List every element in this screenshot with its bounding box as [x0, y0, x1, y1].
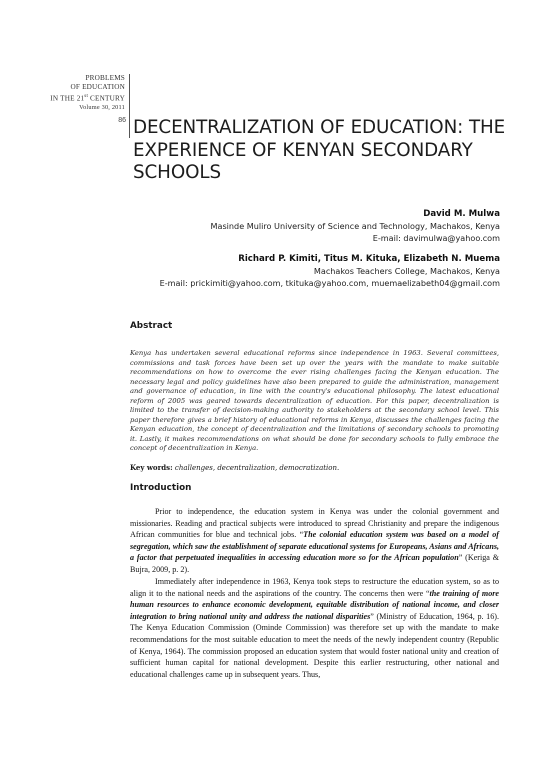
journal-name-line3: [5, 92, 125, 103]
author-email-first: E-mail: davimulwa@yahoo.com: [372, 233, 500, 243]
journal-header: [5, 74, 125, 112]
introduction-body: [130, 506, 499, 680]
p1-text-a: Prior to independence, the education system in Kenya was under the colonial government and missionaries. Reading and practical subjects were introduced to spread Christianity and prepare the indigenous African communities for blue and technical jobs. “: [130, 507, 499, 540]
keywords-label: Key words:: [130, 463, 173, 472]
p2-text-b: ” (Ministry of Education, 1964, p. 16). The Kenya Education Commission (Ominde Commission) was therefore set up with the mandate to make recommendations for the most suitable education to meet the needs of the newly independent country (Republic of Kenya, 1964). The commission proposed an education system that would foster national unity and creation of sufficient human capital for national development. Despite this earlier restructuring, other national and educational challenges came up in subsequent years. Thus,: [130, 611, 499, 679]
author-block: [60, 208, 500, 289]
journal-name-line2: OF EDUCATION: [70, 83, 125, 91]
p2-quote: the training of more human resources to enhance economic development, equitable distribution of national income, and closer integration to bring national unity and address the national disparities: [130, 588, 500, 621]
journal-line3-prefix: IN THE 21: [50, 94, 85, 103]
paragraph-1: [130, 506, 499, 576]
paper-title: DECENTRALIZATION OF EDUCATION: THE EXPERIENCE OF KENYAN SECONDARY SCHOOLS: [133, 117, 506, 183]
p1-text-b: ” (Keriga & Bujra, 2009, p. 2).: [130, 553, 499, 574]
paragraph-2: [130, 576, 499, 680]
p1-quote: The colonial education system was based on a model of segregation, which saw the establishment of separate educational systems for Europeans, Asians and Africans, a factor that perpetuated inequalities in accessing education more so for the African population: [130, 530, 499, 563]
journal-volume: Volume 30, 2011: [79, 104, 125, 112]
header-divider: [129, 74, 130, 138]
keywords: [130, 463, 499, 474]
author-name-first: David M. Mulwa: [423, 209, 500, 219]
page-number: 86: [118, 117, 126, 124]
abstract-heading: Abstract: [130, 321, 173, 331]
author-affiliation-second: Machakos Teachers College, Machakos, Kenya: [313, 266, 500, 276]
journal-line3-sup: st: [84, 94, 89, 99]
abstract-text: Kenya has undertaken several educational reforms since independence in 1963. Several committees, commissions and task forces have been set up over the years with the mandate to make suitable recommendations on how to overcome the ever rising challenges facing the Kenyan education. The necessary legal and policy guidelines have also been prepared to guide the administration, management and governance of education, in line with the country's educational philosophy. The latest educational reform of 2005 was geared towards decentralization of education. For this paper, decentralization is limited to the transfer of decision-making authority to stakeholders at the secondary school level. This paper therefore gives a brief history of educational reforms in Kenya, discusses the challenges facing the Kenyan education, the concept of decentralization and the limitations of secondary schools to promoting it. Lastly, it makes recommendations on what should be done for secondary schools to fully embrace the concept of decentralization in Kenya.: [130, 349, 499, 452]
journal-name-line1: PROBLEMS: [85, 74, 125, 82]
journal-line3-suffix: CENTURY: [88, 94, 125, 103]
author-affiliation-first: Masinde Muliro University of Science and Technology, Machakos, Kenya: [210, 221, 500, 231]
keywords-list: challenges, decentralization, democratization.: [172, 464, 340, 472]
introduction-heading: Introduction: [130, 483, 192, 493]
author-names-second: Richard P. Kimiti, Titus M. Kituka, Elizabeth N. Muema: [238, 254, 500, 264]
p2-text-a: Immediately after independence in 1963, Kenya took steps to restructure the education system, so as to align it to the national needs and the aspirations of the country. The concerns then were “: [130, 577, 499, 598]
author-email-second: E-mail: prickimiti@yahoo.com, tkituka@yahoo.com, muemaelizabeth04@gmail.com: [159, 278, 500, 288]
